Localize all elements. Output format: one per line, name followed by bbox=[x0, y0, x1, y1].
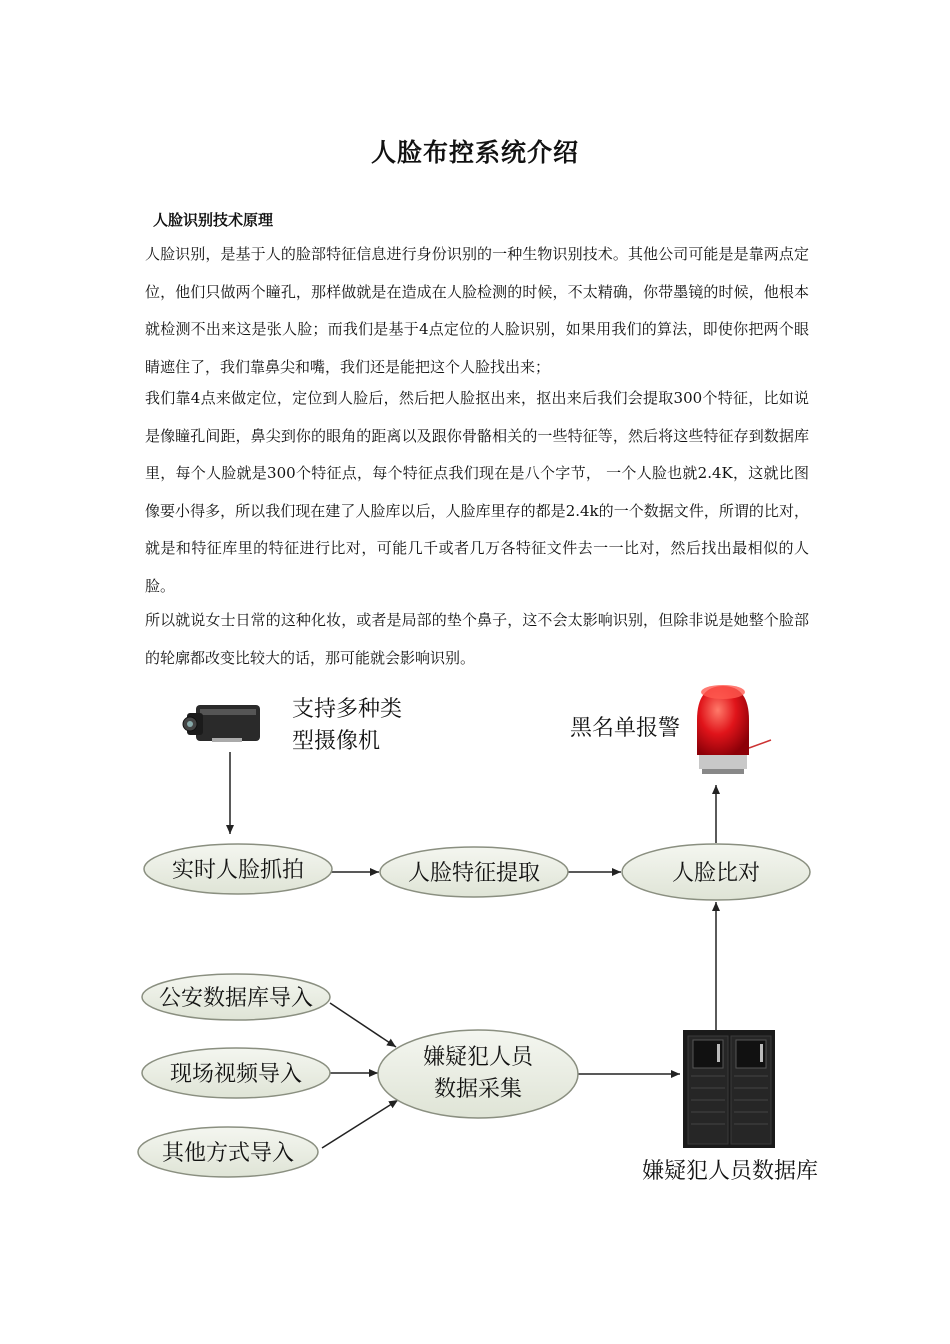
paragraph-2: 我们靠4点来做定位，定位到人脸后，然后把人脸抠出来，抠出来后我们会提取300个特征，比如说是像瞳孔间距，鼻尖到你的眼角的距离以及跟你骨骼相关的一些特征等，然后将这些特征存到数据库里，每个人脸就是300个特征点，每个特征点我们现在是八个字节， 一个人脸也就2.4K，这就比图像要小得多，所以我们现在建了人脸库以后，人脸库里存的都是2.4k的一个数据文件，所谓的比对，就是和特征库里的特征进行比对，可能几千或者几万各特征文件去一一比对，然后找出最相似的人脸。 bbox=[145, 389, 809, 595]
document-title: 人脸布控系统介绍 bbox=[370, 138, 579, 167]
camera-label-line1: 支持多种类 bbox=[292, 697, 403, 722]
camera-icon bbox=[183, 705, 260, 742]
server-rack-icon bbox=[683, 1030, 775, 1148]
node-scene-video-import-label: 现场视频导入 bbox=[169, 1062, 303, 1087]
node-feature-extract bbox=[380, 847, 568, 897]
camera-label-line2: 型摄像机 bbox=[292, 729, 381, 754]
node-other-import-label: 其他方式导入 bbox=[161, 1141, 295, 1166]
node-suspect-data-collect bbox=[378, 1030, 578, 1118]
node-feature-extract-label: 人脸特征提取 bbox=[407, 861, 541, 886]
section-title: 人脸识别技术原理 bbox=[153, 211, 274, 229]
node-realtime-capture bbox=[144, 844, 332, 894]
paragraph-1: 人脸识别，是基于人的脸部特征信息进行身份识别的一种生物识别技术。其他公司可能是是靠两点定位，他们只做两个瞳孔，那样做就是在造成在人脸检测的时候，不太精确，你带墨镜的时候，他根本就检测不出来这是张人脸；而我们是基于4点定位的人脸识别，如果用我们的算法，即使你把两个眼睛遮住了，我们靠鼻尖和嘴，我们还是能把这个人脸找出来； bbox=[145, 245, 809, 376]
paragraph-3: 所以就说女士日常的这种化妆，或者是局部的垫个鼻子，这不会太影响识别，但除非说是她整个脸部的轮廓都改变比较大的话，那可能就会影响识别。 bbox=[145, 611, 809, 667]
node-other-import bbox=[138, 1127, 318, 1177]
node-scene-video-import bbox=[142, 1048, 330, 1098]
suspect-database-label: 嫌疑犯人员数据库 bbox=[642, 1159, 819, 1184]
node-police-db-import-label: 公安数据库导入 bbox=[158, 986, 314, 1011]
node-suspect-data-collect-line1: 嫌疑犯人员 bbox=[422, 1045, 534, 1070]
alarm-light-icon bbox=[681, 677, 771, 781]
node-police-db-import bbox=[142, 974, 330, 1020]
alarm-label: 黑名单报警 bbox=[570, 716, 681, 741]
node-face-compare-label: 人脸比对 bbox=[671, 861, 761, 886]
node-face-compare bbox=[622, 844, 810, 900]
node-suspect-data-collect-line2: 数据采集 bbox=[433, 1077, 523, 1102]
node-realtime-capture-label: 实时人脸抓拍 bbox=[171, 858, 305, 883]
